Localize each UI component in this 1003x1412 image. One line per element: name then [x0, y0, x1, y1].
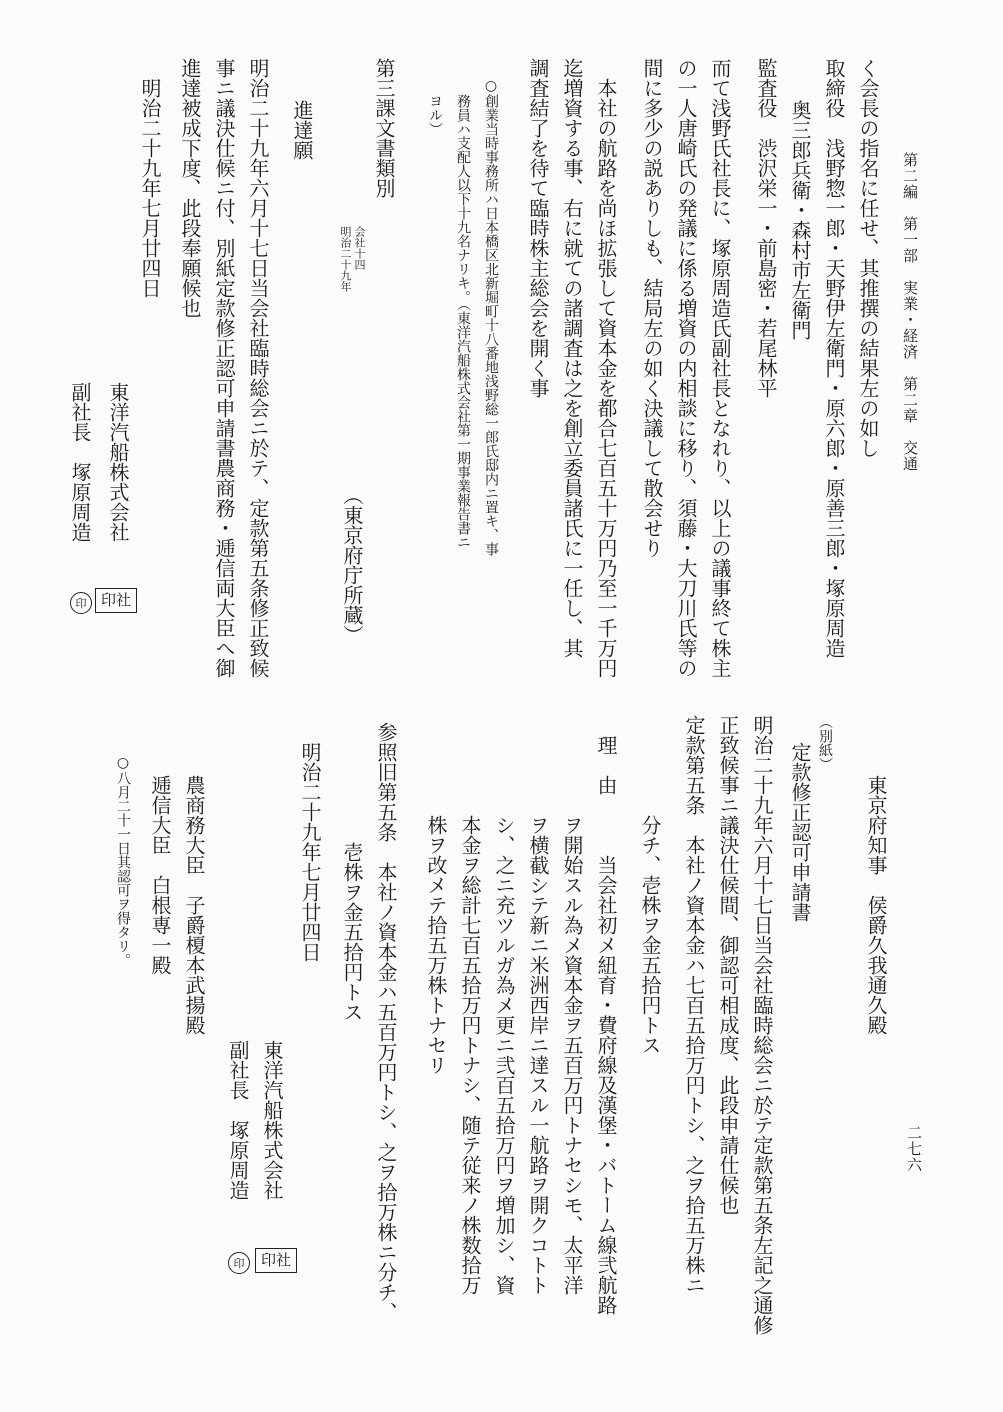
body-line: 明治二十九年六月十七日当会社臨時総会ニ於テ、定款第五条修正致候 [246, 58, 270, 678]
attachment-label: （別紙） [817, 715, 833, 771]
reason-line: 株ヲ改メテ拾五万株トナセリ [424, 815, 448, 1075]
minister-addressee: 農商務大臣 子爵榎本武揚殿 [182, 775, 206, 1035]
text-line: く会長の指名に任せ、其推撰の結果左の如し [856, 58, 880, 458]
page-number: 二七六 [905, 1125, 923, 1173]
body-line: 事ニ議決仕候ニ付、別紙定款修正認可申請書農商務・逓信両大臣へ御 [212, 58, 236, 678]
footnote-line: 務員ハ支配人以下十九名ナリキ。（東洋汽船株式会社第一期事業報告書ニ [455, 94, 471, 549]
running-title: 第二編 第一部 実業・経済 第二章 交通 [901, 152, 919, 472]
text-line: 調査結了を待て臨時株主総会を開く事 [526, 58, 550, 398]
text-line: 奥三郎兵衛・森村市左衛門 [788, 100, 812, 340]
text-line: 迄増資する事、右に就ての諸調査は之を創立委員諸氏に一任し、其 [560, 58, 584, 658]
reason-label: 理 由 [594, 735, 618, 795]
company-name: 東洋汽船株式会社 [260, 1040, 284, 1200]
document-title: 進達願 [290, 100, 314, 160]
personal-seal: 印 [70, 592, 92, 614]
date: 明治二十九年七月廿四日 [138, 78, 162, 298]
text-line: 間に多少の説ありしも、結局左の如く決議して散会せり [640, 58, 664, 558]
company-seal: 印社 [255, 1248, 297, 1273]
body-line: 明治二十九年六月十七日当会社臨時総会ニ於テ定款第五条左記之通修 [750, 715, 774, 1335]
text-line: 而て浅野氏社長に、塚原周造氏副社長となれり、以上の議事終て株主 [708, 58, 732, 678]
body-line: 進達被成下度、此段奉願候也 [178, 58, 202, 318]
reason-line: 当会社初メ紐育・費府線及漢堡・バトーム線弐航路 [594, 855, 618, 1315]
source-note: （東京府庁所蔵） [340, 485, 364, 645]
section-title: 第三課文書類別 [372, 58, 396, 198]
company-seal: 印社 [95, 588, 137, 613]
reference-line: 参照旧第五条 本社ノ資本金ハ五百万円トシ、之ヲ拾万株ニ分チ、 [374, 722, 398, 1322]
text-line: の一人唐崎氏の発議に係る増資の内相談に移り、須藤・大刀川氏等の [674, 58, 698, 678]
minister-addressee: 逓信大臣 白根専一殿 [148, 775, 172, 975]
text-line: 監査役 渋沢栄一・前島密・若尾林平 [754, 58, 778, 398]
footnote-line: ○創業当時事務所ハ日本橋区北新堀町十八番地浅野総一郎氏邸内ニ置キ、事 [483, 78, 499, 556]
date: 明治二十九年七月廿四日 [298, 742, 322, 962]
reason-line: ヲ横截シテ新ニ米洲西岸ニ達スル一航路ヲ開クコトト [526, 815, 550, 1295]
text-line: 取締役 浅野惣一郎・天野伊左衛門・原六郎・原善三郎・塚原周造 [822, 58, 846, 658]
attachment-title: 定款修正認可申請書 [788, 742, 812, 922]
reason-line: 本金ヲ総計七百五拾万円トナシ、随テ従来ノ株数拾万 [458, 815, 482, 1295]
signer: 副社長 塚原周造 [226, 1040, 250, 1200]
footnote-line: ヨル） [427, 94, 443, 136]
body-line: 分チ、壱株ヲ金五拾円トス [638, 815, 662, 1055]
approval-note: ○八月二十一日其認可ヲ得タリ。 [115, 755, 131, 967]
signer: 副社長 塚原周造 [68, 382, 92, 542]
section-sub: 明治二十九年 [339, 226, 352, 292]
text-line: 本社の航路を尚ほ拡張して資本金を都合七百五十万円乃至一千万円 [594, 78, 618, 678]
body-line: 正致候事ニ議決仕候間、御認可相成度、此段申請仕候也 [716, 715, 740, 1215]
personal-seal: 印 [228, 1252, 250, 1274]
company-name: 東洋汽船株式会社 [106, 382, 130, 542]
body-line: 定款第五条 本社ノ資本金ハ七百五拾万円トシ、之ヲ拾五万株ニ [682, 715, 706, 1295]
addressee: 東京府知事 侯爵久我通久殿 [864, 775, 888, 1035]
reason-line: ヲ開始スル為メ資本金ヲ五百万円トナセシモ、太平洋 [560, 815, 584, 1295]
reason-line: シ、之ニ充ツルガ為メ更ニ弐百五拾万円ヲ増加シ、資 [492, 815, 516, 1295]
reference-line: 壱株ヲ金五拾円トス [340, 842, 364, 1022]
section-sub: 会社十四 [353, 226, 366, 270]
